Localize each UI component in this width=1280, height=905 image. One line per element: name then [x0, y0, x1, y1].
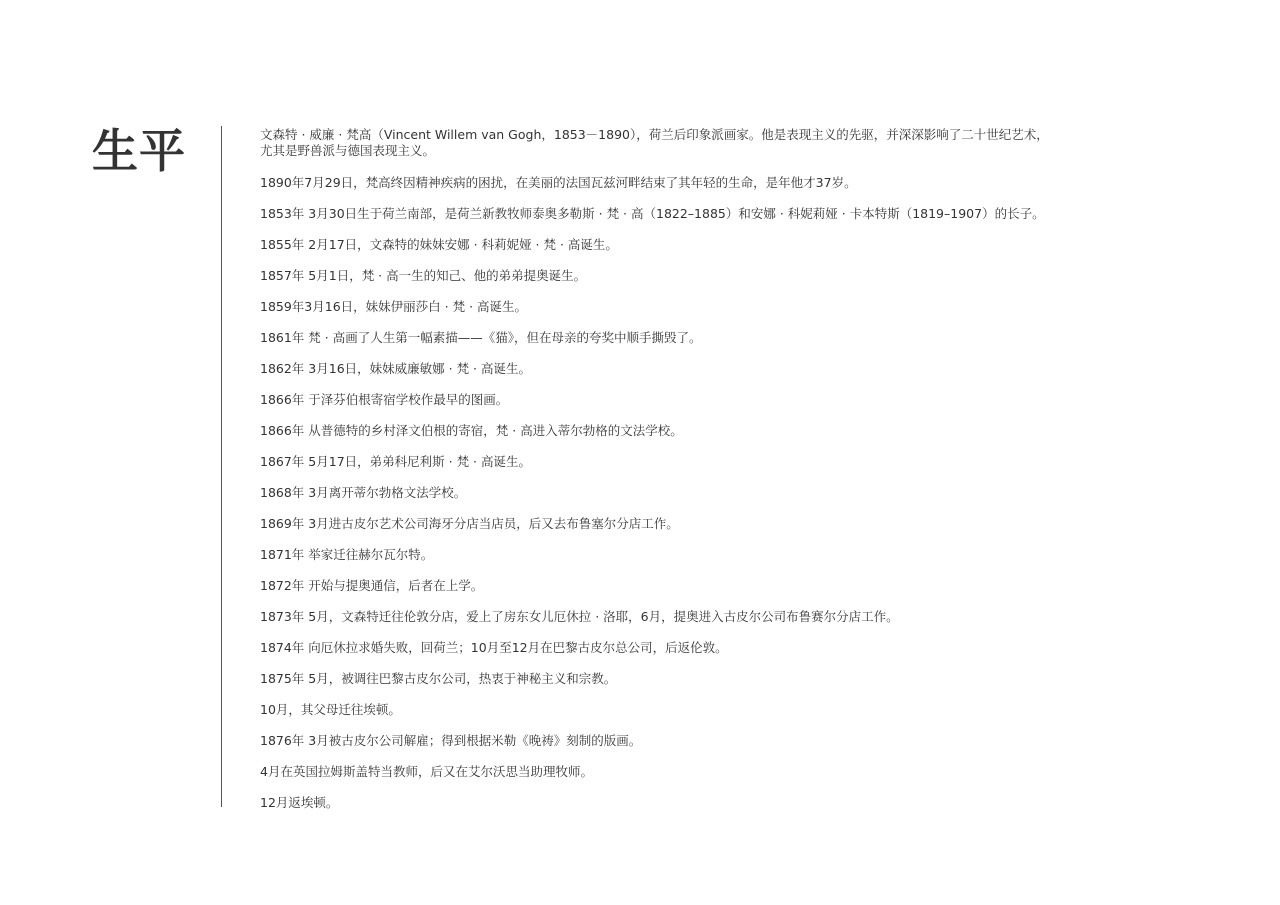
timeline-entry: 12月返埃顿。 [260, 795, 339, 810]
intro-paragraph: 文森特 · 威廉 · 梵高（Vincent Willem van Gogh，1853－1890），荷兰后印象派画家。他是表现主义的先驱，并深深影响了二十世纪艺术，尤其是野兽派与德国表现主义。 [260, 127, 1049, 158]
vertical-divider [221, 126, 222, 807]
page-title: 生平 [92, 124, 186, 178]
biography-content [260, 127, 1060, 810]
timeline-entry: 1866年 从普德特的乡村泽文伯根的寄宿，梵 · 高进入蒂尔勃格的文法学校。 [260, 423, 683, 438]
timeline-entry: 1862年 3月16日，妹妹威廉敏娜 · 梵 · 高诞生。 [260, 361, 531, 376]
timeline-entry: 1859年3月16日，妹妹伊丽莎白 · 梵 · 高诞生。 [260, 299, 528, 314]
timeline-entry: 1871年 举家迁往赫尔瓦尔特。 [260, 547, 434, 562]
timeline-entry: 1853年 3月30日生于荷兰南部，是荷兰新教牧师泰奥多勒斯 · 梵 · 高（1822–1885）和安娜 · 科妮莉娅 · 卡本特斯（1819–1907）的长子。 [260, 206, 1045, 221]
timeline-entry: 1872年 开始与提奥通信，后者在上学。 [260, 578, 484, 593]
timeline-entry: 1875年 5月，被调往巴黎古皮尔公司，热衷于神秘主义和宗教。 [260, 671, 617, 686]
timeline-entry: 1868年 3月离开蒂尔勃格文法学校。 [260, 485, 467, 500]
timeline-entry: 10月，其父母迁往埃顿。 [260, 702, 401, 717]
timeline-entry: 1874年 向厄休拉求婚失败，回荷兰；10月至12月在巴黎古皮尔总公司，后返伦敦。 [260, 640, 728, 655]
timeline-entry: 1861年 梵 · 高画了人生第一幅素描——《猫》，但在母亲的夸奖中顺手撕毁了。 [260, 330, 702, 345]
timeline-entry: 1855年 2月17日，文森特的妹妹安娜 · 科莉妮娅 · 梵 · 高诞生。 [260, 237, 618, 252]
timeline-entry: 1890年7月29日，梵高终因精神疾病的困扰，在美丽的法国瓦兹河畔结束了其年轻的生命，是年他才37岁。 [260, 175, 857, 190]
timeline-entry: 1857年 5月1日，梵 · 高一生的知己、他的弟弟提奥诞生。 [260, 268, 587, 283]
timeline-entry: 1873年 5月，文森特迁往伦敦分店，爱上了房东女儿厄休拉 · 洛耶，6月，提奥进入古皮尔公司布鲁赛尔分店工作。 [260, 609, 899, 624]
timeline-entry: 4月在英国拉姆斯盖特当教师，后又在艾尔沃思当助理牧师。 [260, 764, 593, 779]
timeline-list [260, 175, 1080, 826]
timeline-entry: 1869年 3月进古皮尔艺术公司海牙分店当店员，后又去布鲁塞尔分店工作。 [260, 516, 679, 531]
timeline-entry: 1867年 5月17日，弟弟科尼利斯 · 梵 · 高诞生。 [260, 454, 531, 469]
timeline-entry: 1866年 于泽芬伯根寄宿学校作最早的图画。 [260, 392, 509, 407]
timeline-entry: 1876年 3月被古皮尔公司解雇；得到根据米勒《晚祷》刻制的版画。 [260, 733, 642, 748]
